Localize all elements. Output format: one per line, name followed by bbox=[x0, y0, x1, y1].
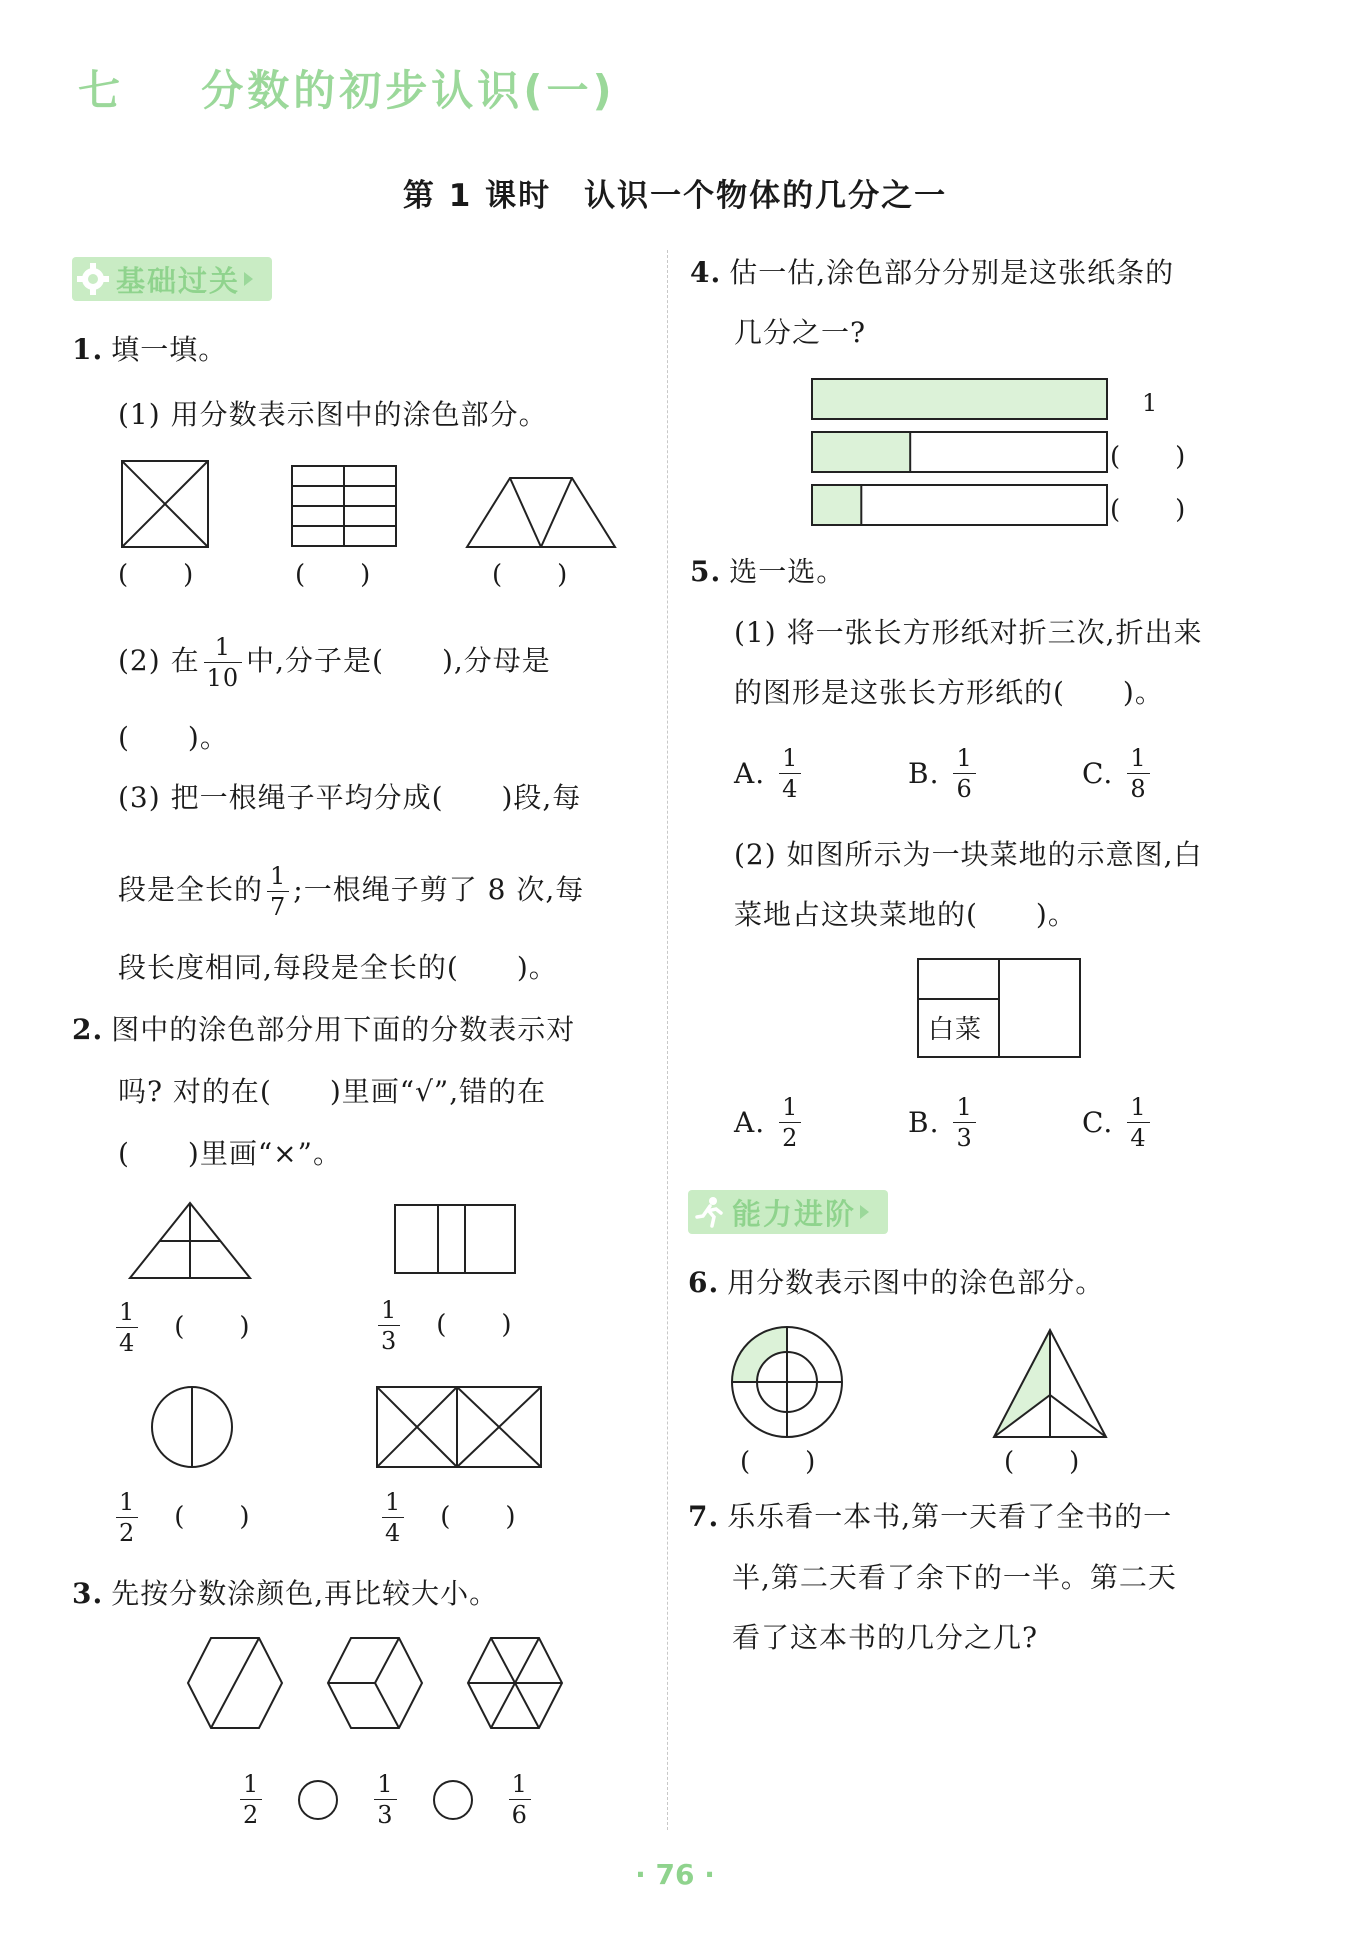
q5-part2-options bbox=[734, 1095, 1154, 1150]
fraction-denominator: 10 bbox=[206, 664, 240, 692]
question-number: 3. bbox=[72, 1577, 104, 1610]
question-3 bbox=[72, 1574, 498, 1614]
q2-item-1 bbox=[112, 1300, 250, 1355]
fraction bbox=[116, 1300, 138, 1355]
q4-line2: 几分之一? bbox=[734, 316, 867, 349]
fraction bbox=[953, 1095, 975, 1150]
question-text: 选一选。 bbox=[729, 555, 846, 588]
option-a[interactable] bbox=[734, 1095, 908, 1150]
gear-icon bbox=[76, 262, 110, 296]
fraction bbox=[1127, 746, 1149, 801]
question-text: 估一估,涂色部分分别是这张纸条的 bbox=[729, 256, 1175, 289]
triangle-figure bbox=[994, 1330, 1106, 1437]
fraction-numerator: 1 bbox=[1127, 746, 1149, 774]
q7-line2: 半,第二天看了余下的一半。第二天 bbox=[732, 1561, 1177, 1594]
fraction-denominator: 6 bbox=[956, 775, 973, 803]
arrow-right-icon bbox=[860, 1205, 869, 1219]
fraction bbox=[267, 864, 289, 919]
fraction-numerator: 1 bbox=[374, 1772, 396, 1800]
trapezoid-triangles bbox=[467, 478, 615, 547]
question-text: 先按分数涂颜色,再比较大小。 bbox=[111, 1577, 499, 1610]
section-label-basic: 基础过关 bbox=[116, 263, 241, 298]
q1-part2-text-a: (2) 在 bbox=[118, 644, 200, 677]
q2-item-3 bbox=[112, 1490, 250, 1545]
q6-blank-2[interactable]: ( ) bbox=[1004, 1447, 1081, 1477]
fraction bbox=[204, 635, 243, 690]
q2-line3: ( )里画“×”。 bbox=[118, 1137, 342, 1170]
strip-1-label: 1 bbox=[1142, 389, 1159, 417]
fraction-denominator: 6 bbox=[511, 1801, 528, 1829]
fraction bbox=[509, 1772, 531, 1827]
q1-figures bbox=[115, 458, 635, 558]
question-2 bbox=[72, 1010, 575, 1050]
compare-circle-blank[interactable] bbox=[298, 1780, 338, 1820]
q1-part3-text-b: 段是全长的 bbox=[118, 873, 264, 906]
rectangle-three-parts bbox=[395, 1205, 515, 1273]
triangle-divided bbox=[130, 1203, 250, 1278]
option-label: B. bbox=[908, 756, 940, 790]
q1-part3-text-c: ;一根绳子剪了 8 次,每 bbox=[293, 873, 585, 906]
hexagon-sixths bbox=[468, 1638, 562, 1728]
fraction-numerator: 1 bbox=[378, 1298, 400, 1326]
question-4 bbox=[690, 253, 1174, 293]
question-5 bbox=[690, 552, 845, 592]
fraction-numerator: 1 bbox=[953, 746, 975, 774]
double-square-diagonals bbox=[377, 1387, 541, 1467]
section-badge-advanced bbox=[688, 1190, 898, 1234]
question-text: 乐乐看一本书,第一天看了全书的一 bbox=[727, 1500, 1173, 1533]
answer-blank[interactable]: ( ) bbox=[174, 1502, 251, 1532]
fraction bbox=[116, 1490, 138, 1545]
q3-hexagons bbox=[180, 1630, 590, 1740]
question-6 bbox=[688, 1263, 1104, 1303]
fraction-numerator: 1 bbox=[779, 1095, 801, 1123]
option-label: A. bbox=[734, 756, 766, 790]
strip-2-blank[interactable]: ( ) bbox=[1110, 442, 1187, 472]
strip-1-shading bbox=[812, 379, 1107, 419]
q1-part2-text-b: 中,分子是( ),分母是 bbox=[246, 644, 551, 677]
fraction-numerator: 1 bbox=[267, 864, 289, 892]
q5-part1-line1: (1) 将一张长方形纸对折三次,折出来 bbox=[734, 616, 1203, 649]
option-label: B. bbox=[908, 1105, 940, 1139]
option-a[interactable] bbox=[734, 746, 908, 801]
q5-part1-options bbox=[734, 746, 1154, 801]
fraction-denominator: 4 bbox=[1130, 1124, 1147, 1152]
question-number: 5. bbox=[690, 555, 722, 588]
q1-blank-1[interactable]: ( ) bbox=[118, 560, 195, 590]
arrow-right-icon bbox=[244, 272, 253, 286]
answer-blank[interactable]: ( ) bbox=[440, 1502, 517, 1532]
q4-paper-strips bbox=[808, 375, 1108, 535]
question-1 bbox=[72, 330, 227, 370]
option-label: A. bbox=[734, 1105, 766, 1139]
fraction-numerator: 1 bbox=[240, 1772, 262, 1800]
option-c[interactable] bbox=[1082, 746, 1154, 801]
fraction bbox=[240, 1772, 262, 1827]
circle-halves bbox=[152, 1387, 232, 1467]
fraction-numerator: 1 bbox=[779, 746, 801, 774]
hexagon-thirds bbox=[328, 1638, 422, 1728]
fraction-denominator: 4 bbox=[782, 775, 799, 803]
option-label: C. bbox=[1082, 1105, 1114, 1139]
fraction-numerator: 1 bbox=[382, 1490, 404, 1518]
section-badge-basic bbox=[72, 257, 282, 301]
question-7 bbox=[688, 1497, 1172, 1537]
fraction-numerator: 1 bbox=[1127, 1095, 1149, 1123]
fraction-denominator: 4 bbox=[385, 1519, 402, 1547]
page-number: · 76 · bbox=[635, 1858, 715, 1891]
fraction bbox=[953, 746, 975, 801]
q1-part3-line3: 段长度相同,每段是全长的( )。 bbox=[118, 951, 558, 984]
fraction-denominator: 3 bbox=[381, 1327, 398, 1355]
fraction-denominator: 2 bbox=[782, 1124, 799, 1152]
q3-compare bbox=[236, 1772, 535, 1827]
q6-blank-1[interactable]: ( ) bbox=[740, 1447, 817, 1477]
column-divider bbox=[667, 250, 668, 1830]
fraction-numerator: 1 bbox=[953, 1095, 975, 1123]
fraction-denominator: 4 bbox=[119, 1329, 136, 1357]
fraction-numerator: 1 bbox=[116, 1300, 138, 1328]
q5-part2-line1: (2) 如图所示为一块菜地的示意图,白 bbox=[734, 838, 1203, 871]
question-text: 图中的涂色部分用下面的分数表示对 bbox=[111, 1013, 576, 1046]
q2-item-4 bbox=[378, 1490, 516, 1545]
strip-3-shading bbox=[812, 485, 861, 525]
section-label-advanced: 能力进阶 bbox=[732, 1196, 857, 1231]
answer-blank[interactable]: ( ) bbox=[436, 1310, 513, 1340]
q1-blank-2[interactable]: ( ) bbox=[295, 560, 372, 590]
q7-line3: 看了这本书的几分之几? bbox=[732, 1621, 1039, 1654]
q1-part1: (1) 用分数表示图中的涂色部分。 bbox=[118, 398, 548, 431]
fraction bbox=[779, 746, 801, 801]
option-c[interactable] bbox=[1082, 1095, 1154, 1150]
fraction bbox=[378, 1298, 400, 1353]
question-number: 1. bbox=[72, 333, 104, 366]
fraction-denominator: 2 bbox=[119, 1519, 136, 1547]
question-number: 4. bbox=[690, 256, 722, 289]
rectangle-grid bbox=[292, 466, 396, 546]
fraction-numerator: 1 bbox=[204, 635, 243, 663]
fraction-numerator: 1 bbox=[509, 1772, 531, 1800]
q6-figures bbox=[726, 1325, 1126, 1445]
fraction-denominator: 2 bbox=[243, 1801, 260, 1829]
fraction-denominator: 3 bbox=[377, 1801, 394, 1829]
question-text: 用分数表示图中的涂色部分。 bbox=[727, 1266, 1105, 1299]
fraction-denominator: 8 bbox=[1130, 775, 1147, 803]
chapter-title bbox=[78, 58, 616, 118]
q1-blank-3[interactable]: ( ) bbox=[492, 560, 569, 590]
strip-2-shading bbox=[812, 432, 910, 472]
question-number: 7. bbox=[688, 1500, 720, 1533]
q2-line2: 吗? 对的在( )里画“√”,错的在 bbox=[118, 1075, 547, 1108]
q1-part2-blank[interactable]: ( )。 bbox=[118, 721, 229, 754]
q1-part3-line1: (3) 把一根绳子平均分成( )段,每 bbox=[118, 781, 582, 814]
question-text: 填一填。 bbox=[111, 333, 228, 366]
cabbage-label: 白菜 bbox=[928, 1015, 983, 1045]
option-label: C. bbox=[1082, 756, 1114, 790]
question-number: 6. bbox=[688, 1266, 720, 1299]
question-number: 2. bbox=[72, 1013, 104, 1046]
q5-part1-line2: 的图形是这张长方形纸的( )。 bbox=[734, 676, 1164, 709]
lesson-title: 第 1 课时 认识一个物体的几分之一 bbox=[402, 178, 948, 214]
compare-circle-blank[interactable] bbox=[433, 1780, 473, 1820]
fraction bbox=[374, 1772, 396, 1827]
chapter-number: 七 bbox=[78, 66, 125, 115]
fraction bbox=[1127, 1095, 1149, 1150]
fraction bbox=[382, 1490, 404, 1545]
square-with-diagonals bbox=[122, 461, 208, 547]
q1-part3-line2 bbox=[118, 864, 584, 919]
answer-blank[interactable]: ( ) bbox=[174, 1312, 251, 1342]
hexagon-halves bbox=[188, 1638, 282, 1728]
option-b[interactable] bbox=[908, 1095, 1082, 1150]
chapter-name: 分数的初步认识(一) bbox=[201, 66, 616, 115]
option-b[interactable] bbox=[908, 746, 1082, 801]
fraction-denominator: 3 bbox=[956, 1124, 973, 1152]
fraction bbox=[779, 1095, 801, 1150]
fraction-numerator: 1 bbox=[116, 1490, 138, 1518]
q1-part2 bbox=[118, 635, 551, 690]
fraction-denominator: 7 bbox=[270, 893, 287, 921]
q5-part2-line2: 菜地占这块菜地的( )。 bbox=[734, 898, 1077, 931]
runner-icon bbox=[692, 1195, 726, 1229]
strip-3-blank[interactable]: ( ) bbox=[1110, 495, 1187, 525]
concentric-circles-figure bbox=[732, 1327, 842, 1437]
q2-item-2 bbox=[374, 1298, 512, 1353]
